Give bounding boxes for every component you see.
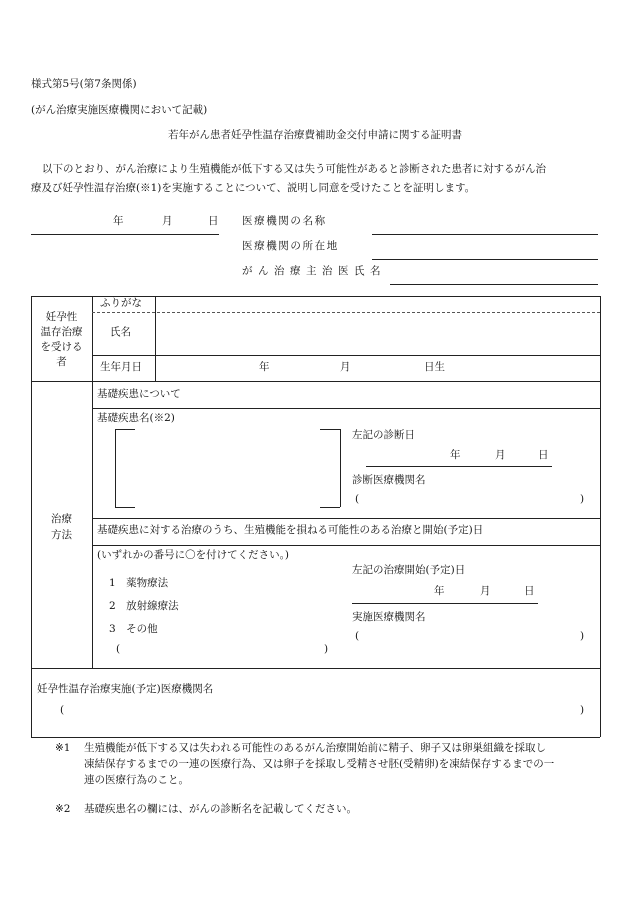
date-day-label: 日 <box>208 215 219 227</box>
birth-day-label: 日生 <box>424 361 445 373</box>
basic-disease-name-label: 基礎疾患名(※2) <box>97 412 175 424</box>
diagnosis-institution-paren-close: ) <box>580 493 585 505</box>
diagnosis-institution-paren-open: ( <box>355 493 360 505</box>
recipient-field-divider <box>155 296 156 381</box>
doctor-name-label: がん治療主治医氏名 <box>242 265 386 277</box>
exec-institution-paren-close: ) <box>580 630 585 642</box>
form-number: 様式第5号(第7条関係) <box>31 78 137 90</box>
footnote-1-line-2: 凍結保存するまでの一連の医療行為、又は卵子を採取し受精させ胚(受精卵)を凍結保存するまでの一 <box>84 758 555 770</box>
doctor-name-line[interactable] <box>390 284 598 285</box>
name-row-divider <box>92 355 600 356</box>
start-date-line[interactable] <box>352 603 538 604</box>
impairing-heading-bottom-divider <box>92 545 600 546</box>
institution-address-label: 医療機関の所在地 <box>242 240 339 252</box>
treatment-section-divider <box>31 668 600 669</box>
footnote-2-text: 基礎疾患名の欄には、がんの診断名を記載してください。 <box>84 803 357 815</box>
basic-disease-heading: 基礎疾患について <box>97 388 181 400</box>
footnote-1-line-1: 生殖機能が低下する又は失われる可能性のあるがん治療開始前に精子、卵子又は卵巣組織を採取し <box>84 742 546 754</box>
furigana-label: ふりがな <box>100 297 142 309</box>
diagnosis-date-line[interactable] <box>366 466 552 467</box>
disease-bracket-right <box>340 429 341 507</box>
diagnosis-institution-label: 診断医療機関名 <box>352 474 426 486</box>
other-paren-open: ( <box>116 643 121 655</box>
footnote-1-mark: ※1 <box>55 742 71 754</box>
furigana-divider <box>92 312 600 313</box>
basic-disease-heading-divider <box>92 408 600 409</box>
recipient-section-divider <box>31 381 600 382</box>
preservation-paren-close: ) <box>580 704 585 716</box>
intro-line-2: 療及び妊孕性温存治療(※1)を実施することについて、説明し同意を受けたことを証明します。 <box>31 182 476 194</box>
preservation-institution-input[interactable] <box>70 703 575 719</box>
date-year-label: 年 <box>113 215 124 227</box>
diagnosis-date-label: 左記の診断日 <box>352 429 415 441</box>
diagnosis-year-label: 年 <box>450 449 461 461</box>
furigana-input[interactable] <box>160 298 596 311</box>
impairing-treatment-heading: 基礎疾患に対する治療のうち、生殖機能を損ねる可能性のある治療と開始(予定)日 <box>97 524 484 536</box>
preservation-institution-label: 妊孕性温存治療実施(予定)医療機関名 <box>37 683 214 695</box>
page-title: 若年がん患者妊孕性温存治療費補助金交付申請に関する証明書 <box>168 129 462 141</box>
table-bottom-border <box>31 737 600 738</box>
start-day-label: 日 <box>524 585 535 597</box>
birth-label: 生年月日 <box>100 361 142 373</box>
institution-name-label: 医療機関の名称 <box>242 215 327 227</box>
footnote-1-line-3: 連の医療行為のこと。 <box>84 774 189 786</box>
option-other[interactable]: 3 その他 <box>109 623 158 635</box>
footnote-2-mark: ※2 <box>55 803 71 815</box>
exec-institution-label: 実施医療機関名 <box>352 611 426 623</box>
birth-month-label: 月 <box>340 361 351 373</box>
intro-line-1: 以下のとおり、がん治療により生殖機能が低下する又は失う可能性があると診断された患者に対するがん治 <box>42 163 546 175</box>
form-note: (がん治療実施医療機関において記載) <box>31 104 208 116</box>
name-label: 氏名 <box>110 326 131 338</box>
date-underline[interactable] <box>31 234 219 235</box>
diagnosis-institution-input[interactable] <box>362 492 576 508</box>
name-input[interactable] <box>160 314 596 354</box>
impairing-heading-top-divider <box>92 518 600 519</box>
institution-address-line[interactable] <box>372 259 598 260</box>
option-radiation-therapy[interactable]: 2 放射線療法 <box>109 600 179 612</box>
other-paren-close: ) <box>324 643 329 655</box>
preservation-paren-open: ( <box>60 704 65 716</box>
institution-name-line[interactable] <box>372 234 598 235</box>
birth-date-input[interactable] <box>160 357 596 379</box>
basic-disease-name-input[interactable] <box>120 432 335 504</box>
recipient-label: 妊孕性 温存治療 を受ける 者 <box>40 311 83 368</box>
label-column-divider <box>92 296 93 668</box>
start-month-label: 月 <box>480 585 491 597</box>
start-year-label: 年 <box>434 585 445 597</box>
date-month-label: 月 <box>162 215 173 227</box>
table-right-border <box>600 296 601 737</box>
other-detail-input[interactable] <box>124 642 320 658</box>
start-date-label: 左記の治療開始(予定)日 <box>352 564 466 576</box>
birth-year-label: 年 <box>259 361 270 373</box>
option-drug-therapy[interactable]: 1 薬物療法 <box>109 577 169 589</box>
diagnosis-month-label: 月 <box>495 449 506 461</box>
treatment-label: 治療 方法 <box>51 513 72 541</box>
diagnosis-day-label: 日 <box>538 449 549 461</box>
choose-note: (いずれかの番号に〇を付けてください。) <box>97 549 289 561</box>
exec-institution-input[interactable] <box>362 629 576 645</box>
exec-institution-paren-open: ( <box>355 630 360 642</box>
disease-bracket-left <box>115 429 116 507</box>
